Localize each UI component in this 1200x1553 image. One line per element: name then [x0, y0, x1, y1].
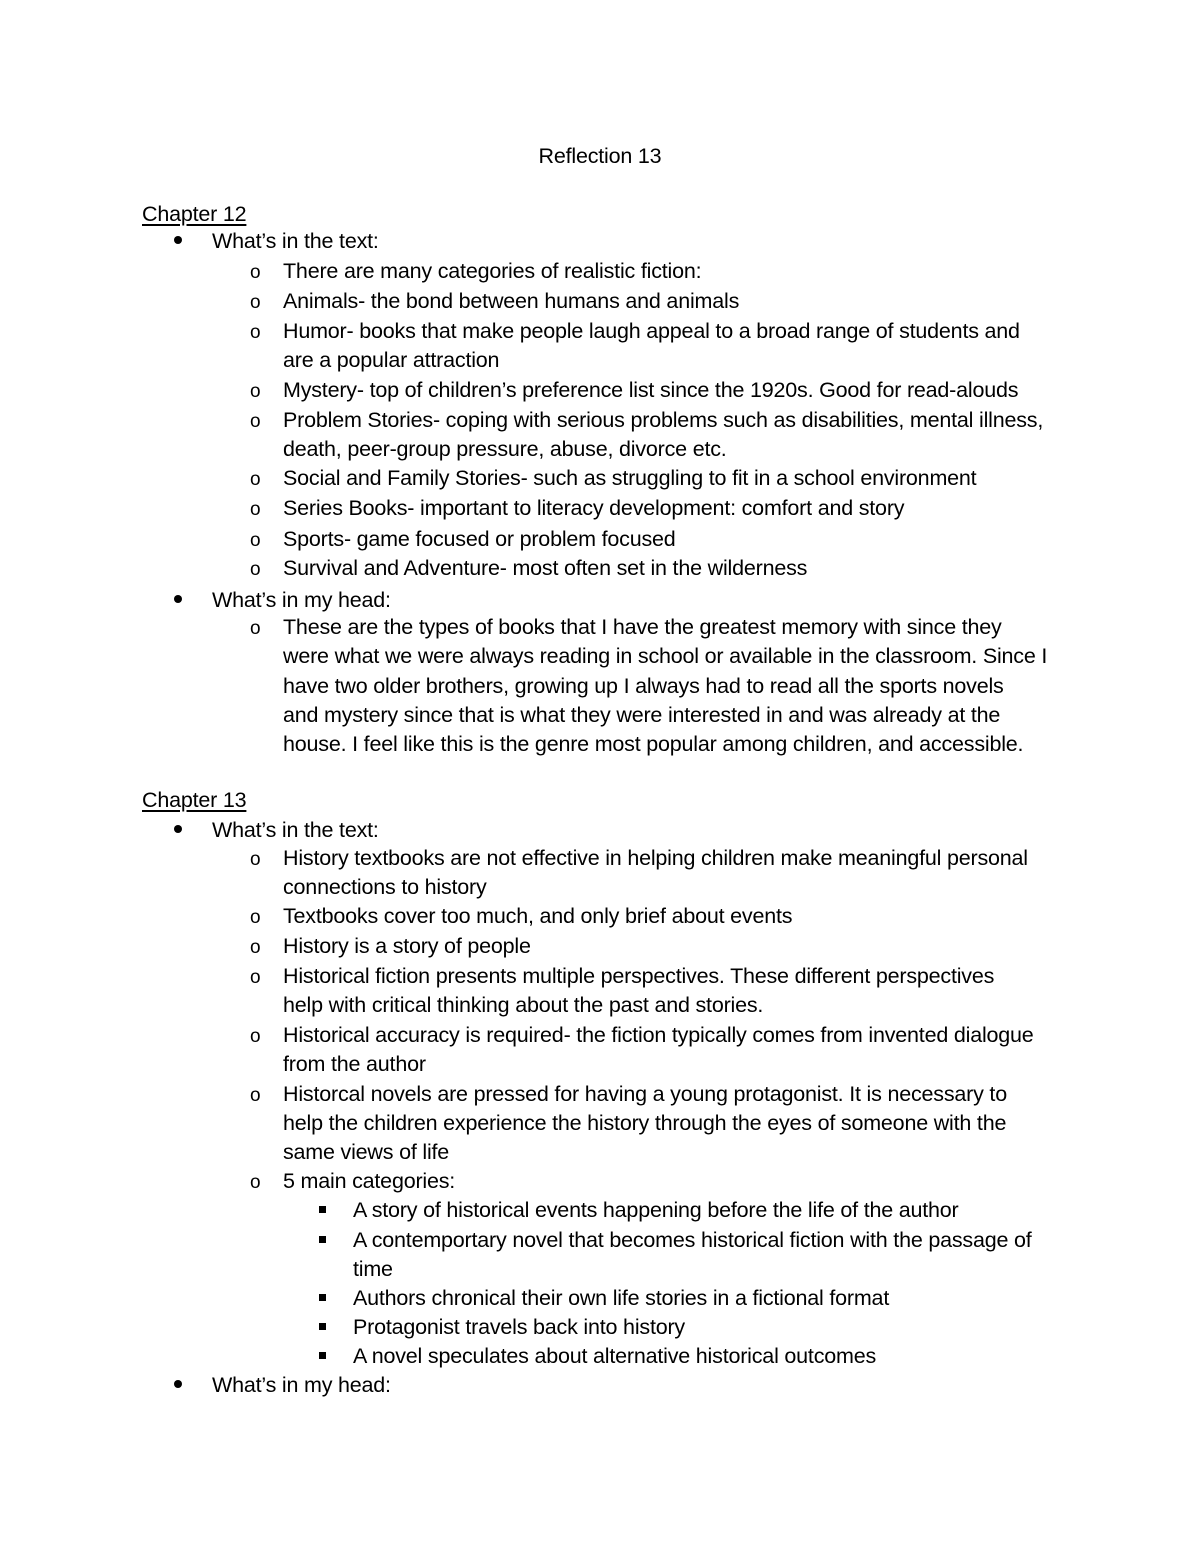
chapter-heading: Chapter 13	[142, 788, 247, 812]
list-item-line: Historical fiction presents multiple perspectives. These different perspectives	[283, 964, 995, 988]
paragraph-line: house. I feel like this is the genre most popular among children, and accessible.	[283, 732, 1024, 756]
circle-bullet-icon: o	[250, 469, 261, 490]
section-label: What’s in my head:	[212, 1373, 391, 1397]
circle-bullet-icon: o	[250, 262, 261, 283]
list-item-line: Problem Stories- coping with serious problems such as disabilities, mental illness,	[283, 408, 1044, 432]
sub-list-item-line: Authors chronical their own life stories in a fictional format	[353, 1286, 890, 1310]
sub-list-item-line: A novel speculates about alternative historical outcomes	[353, 1344, 877, 1368]
list-item-line: Series Books- important to literacy development: comfort and story	[283, 496, 905, 520]
circle-bullet-icon: o	[250, 559, 261, 580]
list-item-line: same views of life	[283, 1140, 450, 1164]
list-item-line: Humor- books that make people laugh appeal to a broad range of students and	[283, 319, 1020, 343]
bullet-icon	[174, 595, 182, 603]
list-item-line: Mystery- top of children’s preference list since the 1920s. Good for read-alouds	[283, 378, 1019, 402]
paragraph-line: These are the types of books that I have the greatest memory with since they	[283, 615, 1002, 639]
bullet-icon	[174, 825, 182, 833]
sub-list-item-line: A story of historical events happening before the life of the author	[353, 1198, 959, 1222]
list-item-line: death, peer-group pressure, abuse, divorce etc.	[283, 437, 727, 461]
circle-bullet-icon: o	[250, 381, 261, 402]
list-item-line: Historical accuracy is required- the fiction typically comes from invented dialogue	[283, 1023, 1034, 1047]
list-item-line: are a popular attraction	[283, 348, 500, 372]
circle-bullet-icon: o	[250, 937, 261, 958]
list-item-line: connections to history	[283, 875, 487, 899]
circle-bullet-icon: o	[250, 322, 261, 343]
list-item-line: History is a story of people	[283, 934, 531, 958]
circle-bullet-icon: o	[250, 1172, 261, 1193]
circle-bullet-icon: o	[250, 292, 261, 313]
chapter-heading: Chapter 12	[142, 202, 247, 226]
bullet-icon	[174, 236, 182, 244]
list-item-line: help the children experience the history through the eyes of someone with the	[283, 1111, 1007, 1135]
circle-bullet-icon: o	[250, 1085, 261, 1106]
circle-bullet-icon: o	[250, 849, 261, 870]
paragraph-line: were what we were always reading in school or available in the classroom. Since I	[283, 644, 1048, 668]
sub-list-item-line: A contemportary novel that becomes historical fiction with the passage of	[353, 1228, 1032, 1252]
circle-bullet-icon: o	[250, 1026, 261, 1047]
list-item-line: Animals- the bond between humans and animals	[283, 289, 740, 313]
square-bullet-icon	[319, 1206, 326, 1213]
square-bullet-icon	[319, 1323, 326, 1330]
circle-bullet-icon: o	[250, 530, 261, 551]
list-item-line: help with critical thinking about the past and stories.	[283, 993, 764, 1017]
list-item-line: Social and Family Stories- such as struggling to fit in a school environment	[283, 466, 977, 490]
section-label: What’s in the text:	[212, 818, 379, 842]
circle-bullet-icon: o	[250, 907, 261, 928]
list-item-line: Sports- game focused or problem focused	[283, 527, 676, 551]
list-item-line: Survival and Adventure- most often set in the wilderness	[283, 556, 808, 580]
circle-bullet-icon: o	[250, 411, 261, 432]
bullet-icon	[174, 1380, 182, 1388]
section-label: What’s in my head:	[212, 588, 391, 612]
list-item-line: Historcal novels are pressed for having a young protagonist. It is necessary to	[283, 1082, 1007, 1106]
list-item-line: 5 main categories:	[283, 1169, 456, 1193]
document-title: Reflection 13	[538, 144, 662, 168]
square-bullet-icon	[319, 1352, 326, 1359]
square-bullet-icon	[319, 1294, 326, 1301]
sub-list-item-line: Protagonist travels back into history	[353, 1315, 685, 1339]
circle-bullet-icon: o	[250, 967, 261, 988]
square-bullet-icon	[319, 1236, 326, 1243]
sub-list-item-line: time	[353, 1257, 393, 1281]
circle-bullet-icon: o	[250, 499, 261, 520]
list-item-line: There are many categories of realistic fiction:	[283, 259, 702, 283]
paragraph-line: have two older brothers, growing up I always had to read all the sports novels	[283, 674, 1004, 698]
list-item-line: Textbooks cover too much, and only brief about events	[283, 904, 793, 928]
list-item-line: History textbooks are not effective in helping children make meaningful personal	[283, 846, 1028, 870]
section-label: What’s in the text:	[212, 229, 379, 253]
circle-bullet-icon: o	[250, 618, 261, 639]
paragraph-line: and mystery since that is what they were interested in and was already at the	[283, 703, 1001, 727]
list-item-line: from the author	[283, 1052, 426, 1076]
